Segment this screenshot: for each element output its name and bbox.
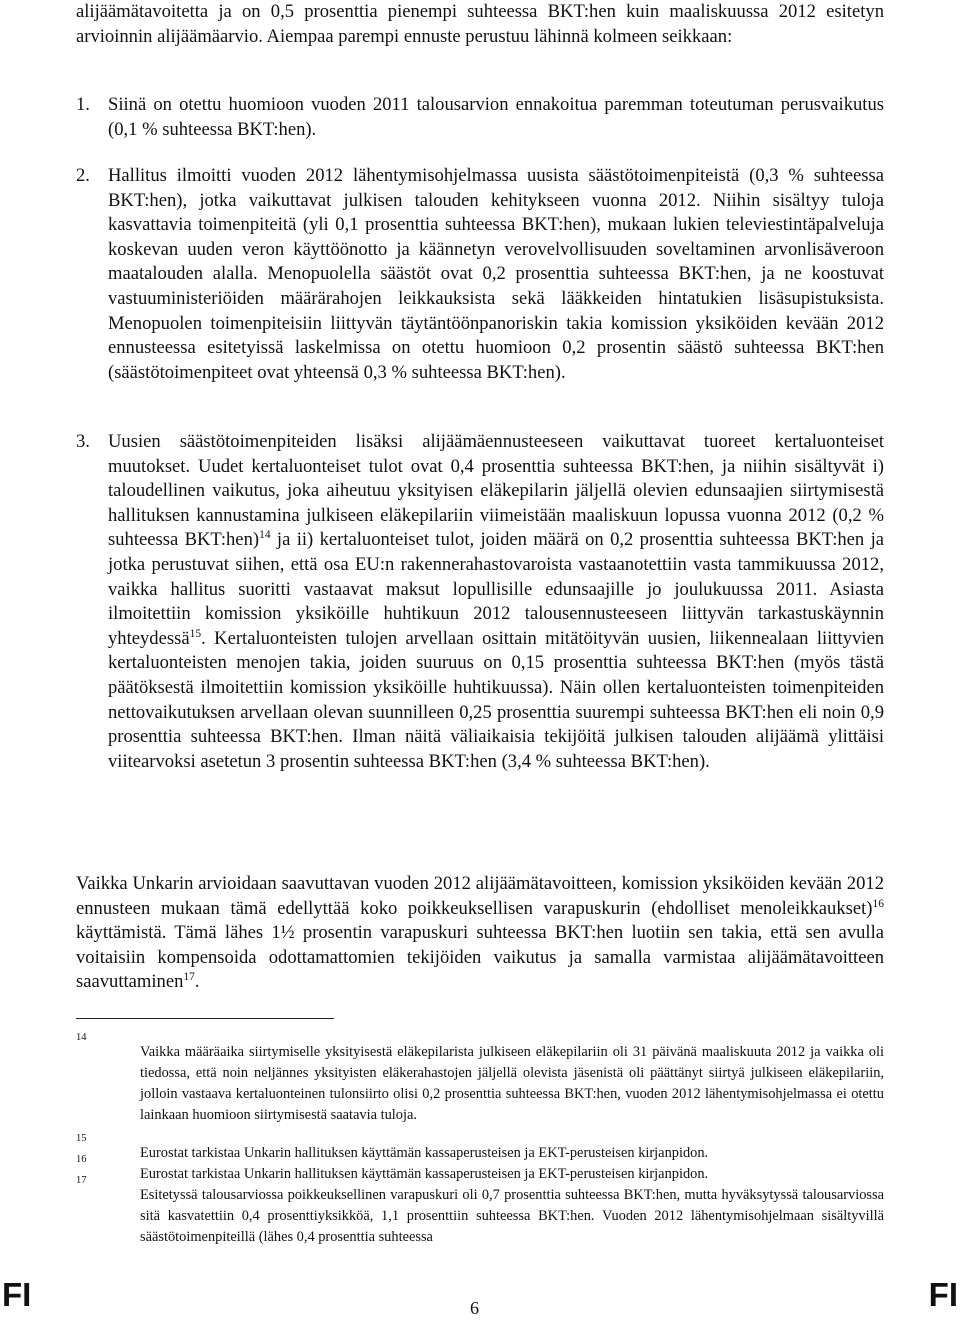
footnote-text: Vaikka määräaika siirtymiselle yksityisestä eläkepilarista julkiseen eläkepilariin oli 31 päivänä maaliskuuta 2012 ja vaikka oli tiedossa, että noin neljännes yksityisten eläkerahastojen jäljellä olevista jäsenistä oli päättänyt siirtyä julkiseen eläkepilariin, jolloin vastaava kertaluonteinen tulonsiirto olisi 0,2 prosenttia suhteessa BKT:hen, vuoden 2012 lähentymisohjelmassa ei otettu lainkaan huomioon siirtymisestä saatavia tuloja.: [140, 1044, 884, 1123]
footnote-number: 16: [76, 1154, 87, 1165]
list-item-text-part: . Kertaluonteisten tulojen arvellaan osittain mitätöityvän uusien, liikennealaan liittyvien kertaluonteisten menojen takia, joiden suuruus on 0,15 prosenttia suhteessa BKT:hen (myös tästä päätöksestä ilmoitettiin komission yksiköille huhtikuussa). Näin ollen kertaluonteisten toimenpiteiden nettovaikutuksen arvellaan olevan suunnilleen 0,25 prosenttia suurempi suhteessa BKT:hen eli noin 0,9 prosenttia suhteessa BKT:hen. Ilman näitä väliaikaisia tekijöitä julkisen talouden alijäämä ylittäisi viitearvoksi asetetun 3 prosentin suhteessa BKT:hen (3,4 % suhteessa BKT:hen).: [108, 627, 884, 772]
footnote-ref-17[interactable]: 17: [183, 971, 195, 984]
footnote-number: 17: [76, 1175, 87, 1186]
footnote-number: 15: [76, 1133, 87, 1144]
list-item-3: [76, 430, 884, 774]
footnote-number: 14: [76, 1032, 87, 1043]
footnote-text: Eurostat tarkistaa Unkarin hallituksen käyttämän kassaperusteisen ja EKT-perusteisen kirjanpidon.: [140, 1166, 709, 1182]
footnote-15: [76, 1133, 884, 1164]
list-item-number: 3.: [76, 431, 90, 452]
list-item-text: Siinä on otettu huomioon vuoden 2011 talousarvion ennakoitua paremman toteutuman perusvaikutus (0,1 % suhteessa BKT:hen).: [108, 94, 884, 140]
footnote-separator: [76, 1018, 334, 1019]
footnote-ref-16[interactable]: 16: [872, 897, 884, 910]
closing-text-part: Vaikka Unkarin arvioidaan saavuttavan vuoden 2012 alijäämätavoitteen, komission yksiköiden kevään 2012 ennusteen mukaan tämä edellyttää koko poikkeuksellisen varapuskurin (ehdolliset menoleikkaukset): [76, 873, 884, 919]
footnote-text: Esitetyssä talousarviossa poikkeuksellinen varapuskuri oli 0,7 prosenttia suhteessa BKT:hen, mutta hyväksytyssä talousarviossa sitä kasvatettiin 0,4 prosenttiyksikköä, 1,1 prosenttiin suhteessa BKT:hen. Vuoden 2012 lähentymisohjelmaan sisältyvillä säästötoimenpiteillä (lähes 0,4 prosenttia suhteessa: [140, 1187, 884, 1245]
list-item-text: Hallitus ilmoitti vuoden 2012 lähentymisohjelmassa uusista säästötoimenpiteistä (0,3 % suhteessa BKT:hen), jotka vaikuttavat julkisen talouden kehitykseen vuonna 2012. Niihin sisältyy tuloja kasvattavia toimenpiteitä (yli 0,1 prosenttia suhteessa BKT:hen), mukaan lukien televiestintäpalveluja koskevan uuden veron käyttöönotto ja käännetyn verovelvollisuuden soveltaminen arvonlisäveroon maatalouden alalla. Menopuolella säästöt ovat 0,2 prosenttia suhteessa BKT:hen, ja ne koostuvat vastuuministeriöiden määrärahojen leikkauksista sekä lääkkeiden hintatukien lisäsupistuksista. Menopuolen toimenpiteisiin liittyvän täytäntöönpanoriskin takia komission yksiköiden kevään 2012 ennusteessa esitetyissä laskelmissa on otettu huomioon 0,2 prosentin säästö suhteessa BKT:hen (säästötoimenpiteet ovat yhteensä 0,3 % suhteessa BKT:hen).: [108, 165, 884, 383]
closing-paragraph: [76, 872, 884, 995]
list-item-number: 2.: [76, 165, 90, 186]
list-item-number: 1.: [76, 94, 90, 115]
closing-text-part: käyttämistä. Tämä lähes 1½ prosentin varapuskuri suhteessa BKT:hen luotiin sen takia, että sen avulla voitaisiin kompensoida odottamattomien tekijöiden vaikutus ja samalla varmistaa alijäämätavoitteen saavuttaminen: [76, 922, 884, 993]
footnote-16: [76, 1154, 884, 1185]
list-item-text-part: Uusien säästötoimenpiteiden lisäksi alijäämäennusteeseen vaikuttavat tuoreet kertaluonteiset muutokset. Uudet kertaluonteiset tulot ovat 0,4 prosenttia suhteessa BKT:hen, ja niihin sisältyvät i) taloudellinen vaikutus, joka aiheutuu yksityisen eläkepilarin jäljellä olevien edunsaajien siirtymisestä hallituksen kannustamina julkiseen eläkepilariin viimeistään maaliskuun lopussa vuonna 2012 (0,2 % suhteessa BKT:hen): [108, 431, 884, 551]
footnote-17: [76, 1175, 884, 1248]
intro-paragraph: alijäämätavoitetta ja on 0,5 prosenttia pienempi suhteessa BKT:hen kuin maaliskuussa 2012 esitetyn arvioinnin alijäämäarvio. Aiempaa parempi ennuste perustuu lähinnä kolmeen seikkaan:: [76, 1, 884, 47]
footnote-ref-14[interactable]: 14: [259, 529, 271, 542]
language-code-right: FI: [928, 1276, 958, 1313]
footnote-text: Eurostat tarkistaa Unkarin hallituksen käyttämän kassaperusteisen ja EKT-perusteisen kirjanpidon.: [140, 1145, 709, 1161]
footnote-ref-15[interactable]: 15: [189, 627, 202, 640]
list-item-1: [76, 93, 884, 142]
page-number: 6: [470, 1298, 479, 1318]
list-item-2: [76, 164, 884, 385]
list-item-text: [108, 430, 884, 774]
list-item-text-part: ja ii) kertaluonteiset tulot, joiden määrä on 0,2 prosenttia suhteessa BKT:hen ja jotka perustuvat siihen, että osa EU:n rakennerahastovaroista vastaanotettiin vasta tammikuussa 2012, vaikka hallitus suoritti vastaavat maksut lopullisille edunsaajille jo joulukuussa 2011. Asiasta ilmoitettiin komission yksiköille huhtikuun 2012 talousennusteeseen liittyvän tarkastuskäynnin yhteydessä: [108, 529, 884, 649]
footnote-14: [76, 1032, 884, 1126]
language-code-left: FI: [2, 1276, 32, 1313]
closing-text-part: .: [194, 971, 200, 993]
